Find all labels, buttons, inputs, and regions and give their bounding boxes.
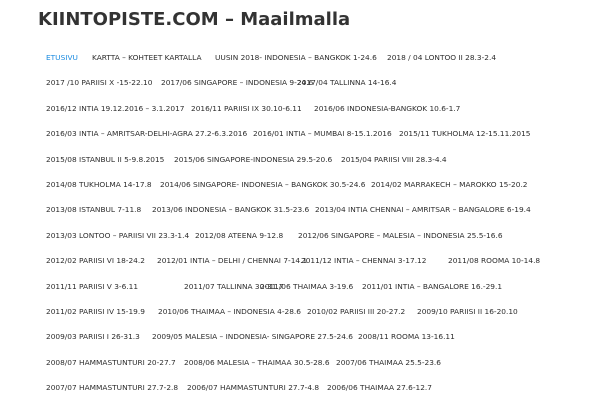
menu-item[interactable]: 2011/08 ROOMA 10-14.8 [448,256,541,266]
menu-item[interactable]: 2011/01 INTIA – BANGALORE 16.-29.1 [362,281,503,291]
menu-item[interactable]: 2013/03 LONTOO – PARIISI VII 23.3-1.4 [46,230,190,240]
menu-item[interactable]: 2013/04 INTIA CHENNAI – AMRITSAR – BANGALORE 6-19.4 [315,205,531,215]
menu-item[interactable]: 2016/12 INTIA 19.12.2016 – 3.1.2017 [46,103,185,113]
menu-item[interactable]: 2008/06 MALESIA – THAIMAA 30.5-28.6 [184,357,330,367]
menu-item[interactable]: 2011/02 PARIISI IV 15-19.9 [46,307,145,316]
menu-item[interactable]: 2017 /10 PARIISI X -15-22.10 [46,78,153,88]
menu-item[interactable]: 2010/02 PARIISI III 20-27.2 [307,307,406,316]
menu-item[interactable]: 2006/06 THAIMAA 27.6-12.7 [327,383,432,393]
menu-item[interactable]: 2011/11 PARIISI V 3-6.11 [46,281,139,291]
menu-item[interactable]: 2015/08 ISTANBUL II 5-9.8.2015 [46,154,165,164]
menu-item[interactable]: 2013/06 INDONESIA – BANGKOK 31.5-23.6 [152,205,310,215]
menu-item[interactable]: KARTTA – KOHTEET KARTALLA [92,53,202,62]
menu-item[interactable]: 2011/12 INTIA – CHENNAI 3-17.12 [301,256,427,266]
menu-item[interactable]: 2015/06 SINGAPORE-INDONESIA 29.5-20.6 [174,154,333,164]
menu-item[interactable]: 2015/04 PARIISI VIII 28.3-4.4 [341,154,447,164]
menu-item[interactable]: 2017/06 SINGAPORE – INDONESIA 9-24.6 [161,78,314,88]
menu-item[interactable]: 2018 / 04 LONTOO II 28.3-2.4 [387,53,497,62]
menu-item[interactable]: 2014/06 SINGAPORE- INDONESIA – BANGKOK 30.5-24.6 [160,180,366,189]
menu-item[interactable]: UUSIN 2018- INDONESIA – BANGKOK 1-24.6 [215,53,377,62]
menu-item[interactable]: 2016/01 INTIA – MUMBAI 8-15.1.2016 [253,129,392,139]
menu-item[interactable]: 2006/07 HAMMASTUNTURI 27.7-4.8 [187,383,320,393]
menu-item[interactable]: 2012/06 SINGAPORE – MALESIA – INDONESIA 25.5-16.6 [298,230,503,240]
site-title[interactable]: KIINTOPISTE.COM – Maailmalla [38,9,351,30]
menu-item[interactable]: 2011/06 THAIMAA 3-19.6 [260,281,354,291]
menu-item[interactable]: 2016/03 INTIA – AMRITSAR-DELHI-AGRA 27.2-6.3.2016 [46,129,248,139]
menu-item[interactable]: 2008/07 HAMMASTUNTURI 20-27.7 [46,357,176,367]
menu-item[interactable]: 2017/04 TALLINNA 14-16.4 [297,78,397,88]
menu-item[interactable]: 2016/06 INDONESIA-BANGKOK 10.6-1.7 [314,103,461,113]
menu-item[interactable]: 2013/08 ISTANBUL 7-11.8 [46,205,142,215]
menu-item[interactable]: 2014/02 MARRAKECH – MAROKKO 15-20.2 [371,180,528,189]
menu-item[interactable]: 2009/05 MALESIA – INDONESIA- SINGAPORE 27.5-24.6 [152,332,353,342]
menu-item[interactable]: 2009/10 PARIISI II 16-20.10 [417,307,518,316]
menu-item[interactable]: 2015/11 TUKHOLMA 12-15.11.2015 [399,129,531,139]
menu-item[interactable]: 2011/07 TALLINNA 30-31.7 [184,281,284,291]
menu-item[interactable]: 2014/08 TUKHOLMA 14-17.8 [46,180,152,189]
menu-item[interactable]: 2007/07 HAMMASTUNTURI 27.7-2.8 [46,383,179,393]
menu-item[interactable]: 2012/08 ATEENA 9-12.8 [195,230,284,240]
menu-item[interactable]: 2008/11 ROOMA 13-16.11 [358,332,455,342]
menu-item[interactable]: 2010/06 THAIMAA – INDONESIA 4-28.6 [158,307,301,316]
menu-item[interactable]: 2009/03 PARIISI I 26-31.3 [46,332,140,342]
menu-item[interactable]: 2012/02 PARIISI VI 18-24.2 [46,256,145,266]
menu-item[interactable]: 2007/06 THAIMAA 25.5-23.6 [336,357,441,367]
menu-item[interactable]: 2016/11 PARIISI IX 30.10-6.11 [191,103,302,113]
menu-item[interactable]: 2012/01 INTIA – DELHI / CHENNAI 7-14.1 [157,256,308,266]
menu-item[interactable]: ETUSIVU [46,53,78,62]
